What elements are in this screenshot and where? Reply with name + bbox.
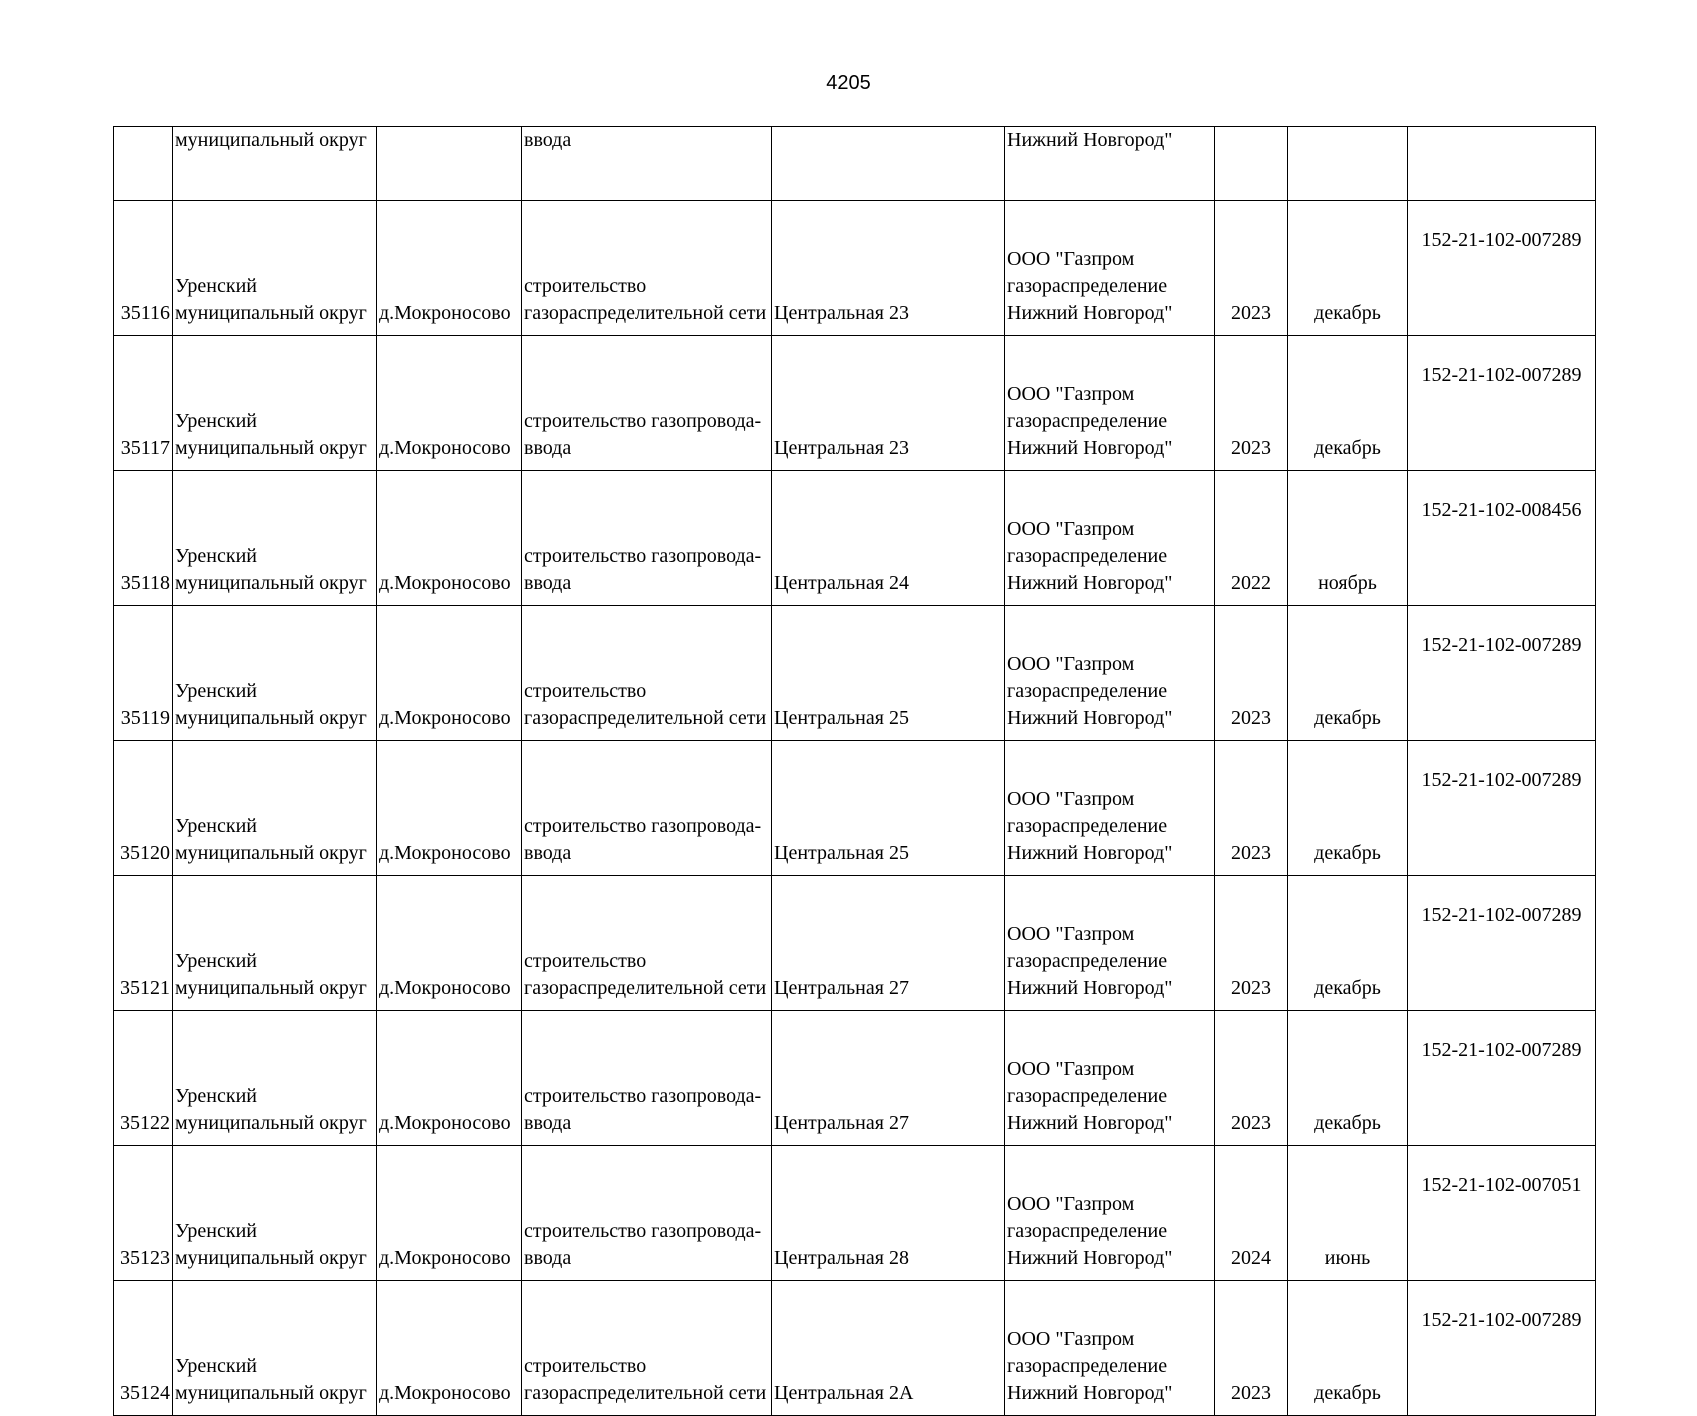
cell-year: 2023: [1215, 201, 1288, 336]
cell-organization-line: ООО "Газпром: [1007, 653, 1135, 675]
cell-district-line: Уренский: [175, 680, 257, 702]
cell-month: декабрь: [1288, 201, 1408, 336]
cell-settlement: д.Мокроносово: [377, 1281, 522, 1416]
cell-year: 2023: [1215, 876, 1288, 1011]
cell-organization: [1005, 876, 1215, 1011]
cell-work-line: ввода: [524, 572, 572, 594]
cell-organization-line: газораспределение: [1007, 680, 1168, 702]
cell-code: 152-21-102-007289: [1408, 1281, 1596, 1416]
cell-number: 35119: [114, 606, 173, 741]
cell-year: [1215, 127, 1288, 201]
cell-organization-line: Нижний Новгород": [1007, 437, 1173, 459]
cell-district-line: муниципальный округ: [175, 1382, 367, 1404]
cell-district: муниципальный округ: [173, 127, 377, 201]
cell-district: [173, 1281, 377, 1416]
cell-organization-line: Нижний Новгород": [1007, 842, 1173, 864]
table-row: [114, 201, 1596, 336]
cell-settlement: д.Мокроносово: [377, 1011, 522, 1146]
cell-work-line: ввода: [524, 437, 572, 459]
cell-number: [114, 127, 173, 201]
cell-number: 35120: [114, 741, 173, 876]
cell-organization-line: газораспределение: [1007, 1220, 1168, 1242]
cell-code: 152-21-102-007289: [1408, 201, 1596, 336]
cell-organization-line: Нижний Новгород": [1007, 302, 1173, 324]
cell-work-line: газораспределительной сети: [524, 707, 767, 729]
cell-work: [522, 471, 772, 606]
cell-district-line: муниципальный округ: [175, 1247, 367, 1269]
cell-street: Центральная 25: [772, 606, 1005, 741]
cell-month: декабрь: [1288, 741, 1408, 876]
cell-organization: [1005, 471, 1215, 606]
cell-organization-line: газораспределение: [1007, 1085, 1168, 1107]
cell-work-line: строительство: [524, 1355, 647, 1377]
cell-organization-line: ООО "Газпром: [1007, 923, 1135, 945]
cell-work-line: газораспределительной сети: [524, 977, 767, 999]
cell-organization-line: Нижний Новгород": [1007, 1247, 1173, 1269]
cell-organization-line: ООО "Газпром: [1007, 1328, 1135, 1350]
cell-month: декабрь: [1288, 1011, 1408, 1146]
cell-work: ввода: [522, 127, 772, 201]
cell-district: [173, 201, 377, 336]
cell-settlement: д.Мокроносово: [377, 201, 522, 336]
cell-organization: [1005, 201, 1215, 336]
cell-work: [522, 1011, 772, 1146]
cell-organization-line: ООО "Газпром: [1007, 383, 1135, 405]
cell-district-line: Уренский: [175, 1085, 257, 1107]
cell-work: [522, 1281, 772, 1416]
table-row: [114, 336, 1596, 471]
cell-organization-line: Нижний Новгород": [1007, 977, 1173, 999]
cell-organization-line: ООО "Газпром: [1007, 1193, 1135, 1215]
cell-work-line: строительство газопровода-: [524, 410, 762, 432]
cell-month: [1288, 127, 1408, 201]
cell-work-line: строительство газопровода-: [524, 1220, 762, 1242]
cell-organization-line: Нижний Новгород": [1007, 707, 1173, 729]
cell-street: Центральная 24: [772, 471, 1005, 606]
cell-organization: [1005, 1146, 1215, 1281]
cell-settlement: д.Мокроносово: [377, 1146, 522, 1281]
cell-work: [522, 876, 772, 1011]
cell-street: Центральная 23: [772, 336, 1005, 471]
cell-district-line: Уренский: [175, 410, 257, 432]
cell-year: 2024: [1215, 1146, 1288, 1281]
cell-work-line: ввода: [524, 1247, 572, 1269]
table-row: [114, 1146, 1596, 1281]
cell-month: декабрь: [1288, 606, 1408, 741]
cell-year: 2022: [1215, 471, 1288, 606]
cell-code: 152-21-102-007289: [1408, 336, 1596, 471]
table-row-continued: [114, 127, 1596, 201]
cell-organization-line: Нижний Новгород": [1007, 1382, 1173, 1404]
cell-organization-line: газораспределение: [1007, 545, 1168, 567]
cell-work-line: ввода: [524, 1112, 572, 1134]
registry-table: [113, 126, 1596, 1416]
cell-month: ноябрь: [1288, 471, 1408, 606]
cell-street: Центральная 28: [772, 1146, 1005, 1281]
cell-district-line: Уренский: [175, 1355, 257, 1377]
cell-month: июнь: [1288, 1146, 1408, 1281]
cell-code: 152-21-102-008456: [1408, 471, 1596, 606]
cell-organization-line: ООО "Газпром: [1007, 248, 1135, 270]
cell-code: 152-21-102-007289: [1408, 606, 1596, 741]
cell-street: Центральная 2А: [772, 1281, 1005, 1416]
cell-district: [173, 741, 377, 876]
cell-district: [173, 1011, 377, 1146]
cell-code: 152-21-102-007051: [1408, 1146, 1596, 1281]
cell-organization: [1005, 741, 1215, 876]
cell-work-line: строительство газопровода-: [524, 1085, 762, 1107]
cell-district: [173, 471, 377, 606]
cell-work: [522, 201, 772, 336]
cell-work-line: строительство газопровода-: [524, 815, 762, 837]
cell-year: 2023: [1215, 741, 1288, 876]
cell-month: декабрь: [1288, 336, 1408, 471]
cell-number: 35116: [114, 201, 173, 336]
cell-code: 152-21-102-007289: [1408, 741, 1596, 876]
cell-settlement: д.Мокроносово: [377, 471, 522, 606]
cell-work-line: строительство: [524, 950, 647, 972]
cell-year: 2023: [1215, 1011, 1288, 1146]
table-row: [114, 606, 1596, 741]
cell-code: 152-21-102-007289: [1408, 876, 1596, 1011]
cell-work-line: ввода: [524, 842, 572, 864]
cell-district-line: Уренский: [175, 1220, 257, 1242]
cell-district: [173, 1146, 377, 1281]
cell-district-line: муниципальный округ: [175, 842, 367, 864]
cell-organization: [1005, 336, 1215, 471]
cell-organization-line: газораспределение: [1007, 1355, 1168, 1377]
cell-work: [522, 741, 772, 876]
cell-district: [173, 336, 377, 471]
cell-street: Центральная 27: [772, 876, 1005, 1011]
table-row: [114, 1011, 1596, 1146]
cell-district: [173, 876, 377, 1011]
cell-organization-line: ООО "Газпром: [1007, 1058, 1135, 1080]
table-row: [114, 741, 1596, 876]
cell-district-line: муниципальный округ: [175, 302, 367, 324]
cell-district-line: муниципальный округ: [175, 977, 367, 999]
cell-work-line: строительство: [524, 680, 647, 702]
cell-district-line: Уренский: [175, 815, 257, 837]
cell-district: [173, 606, 377, 741]
cell-street: Центральная 27: [772, 1011, 1005, 1146]
cell-street: Центральная 25: [772, 741, 1005, 876]
cell-organization-line: Нижний Новгород": [1007, 572, 1173, 594]
cell-work-line: газораспределительной сети: [524, 302, 767, 324]
cell-number: 35122: [114, 1011, 173, 1146]
cell-work-line: строительство: [524, 275, 647, 297]
cell-month: декабрь: [1288, 876, 1408, 1011]
cell-district-line: Уренский: [175, 275, 257, 297]
cell-district-line: муниципальный округ: [175, 572, 367, 594]
cell-street: Центральная 23: [772, 201, 1005, 336]
cell-work: [522, 1146, 772, 1281]
cell-settlement: д.Мокроносово: [377, 606, 522, 741]
cell-month: декабрь: [1288, 1281, 1408, 1416]
cell-organization: [1005, 1011, 1215, 1146]
cell-organization: [1005, 1281, 1215, 1416]
cell-settlement: [377, 127, 522, 201]
cell-code: 152-21-102-007289: [1408, 1011, 1596, 1146]
cell-number: 35121: [114, 876, 173, 1011]
cell-organization-line: газораспределение: [1007, 815, 1168, 837]
cell-district-line: муниципальный округ: [175, 437, 367, 459]
cell-settlement: д.Мокроносово: [377, 876, 522, 1011]
cell-district-line: Уренский: [175, 950, 257, 972]
cell-number: 35123: [114, 1146, 173, 1281]
cell-district-line: муниципальный округ: [175, 707, 367, 729]
cell-settlement: д.Мокроносово: [377, 336, 522, 471]
cell-district-line: муниципальный округ: [175, 1112, 367, 1134]
cell-district-line: Уренский: [175, 545, 257, 567]
cell-settlement: д.Мокроносово: [377, 741, 522, 876]
cell-work-line: строительство газопровода-: [524, 545, 762, 567]
cell-number: 35118: [114, 471, 173, 606]
cell-organization-line: газораспределение: [1007, 950, 1168, 972]
cell-work: [522, 606, 772, 741]
cell-year: 2023: [1215, 336, 1288, 471]
cell-year: 2023: [1215, 606, 1288, 741]
cell-number: 35117: [114, 336, 173, 471]
cell-organization-line: ООО "Газпром: [1007, 518, 1135, 540]
cell-organization-line: Нижний Новгород": [1007, 1112, 1173, 1134]
cell-street: [772, 127, 1005, 201]
cell-code: [1408, 127, 1596, 201]
cell-work-line: газораспределительной сети: [524, 1382, 767, 1404]
cell-work: [522, 336, 772, 471]
cell-organization-line: газораспределение: [1007, 275, 1168, 297]
table-row: [114, 1281, 1596, 1416]
cell-year: 2023: [1215, 1281, 1288, 1416]
cell-organization-line: ООО "Газпром: [1007, 788, 1135, 810]
cell-organization-line: газораспределение: [1007, 410, 1168, 432]
cell-organization: [1005, 606, 1215, 741]
cell-organization: Нижний Новгород": [1005, 127, 1215, 201]
table-row: [114, 471, 1596, 606]
table-row: [114, 876, 1596, 1011]
cell-number: 35124: [114, 1281, 173, 1416]
page-number: 4205: [826, 72, 871, 94]
